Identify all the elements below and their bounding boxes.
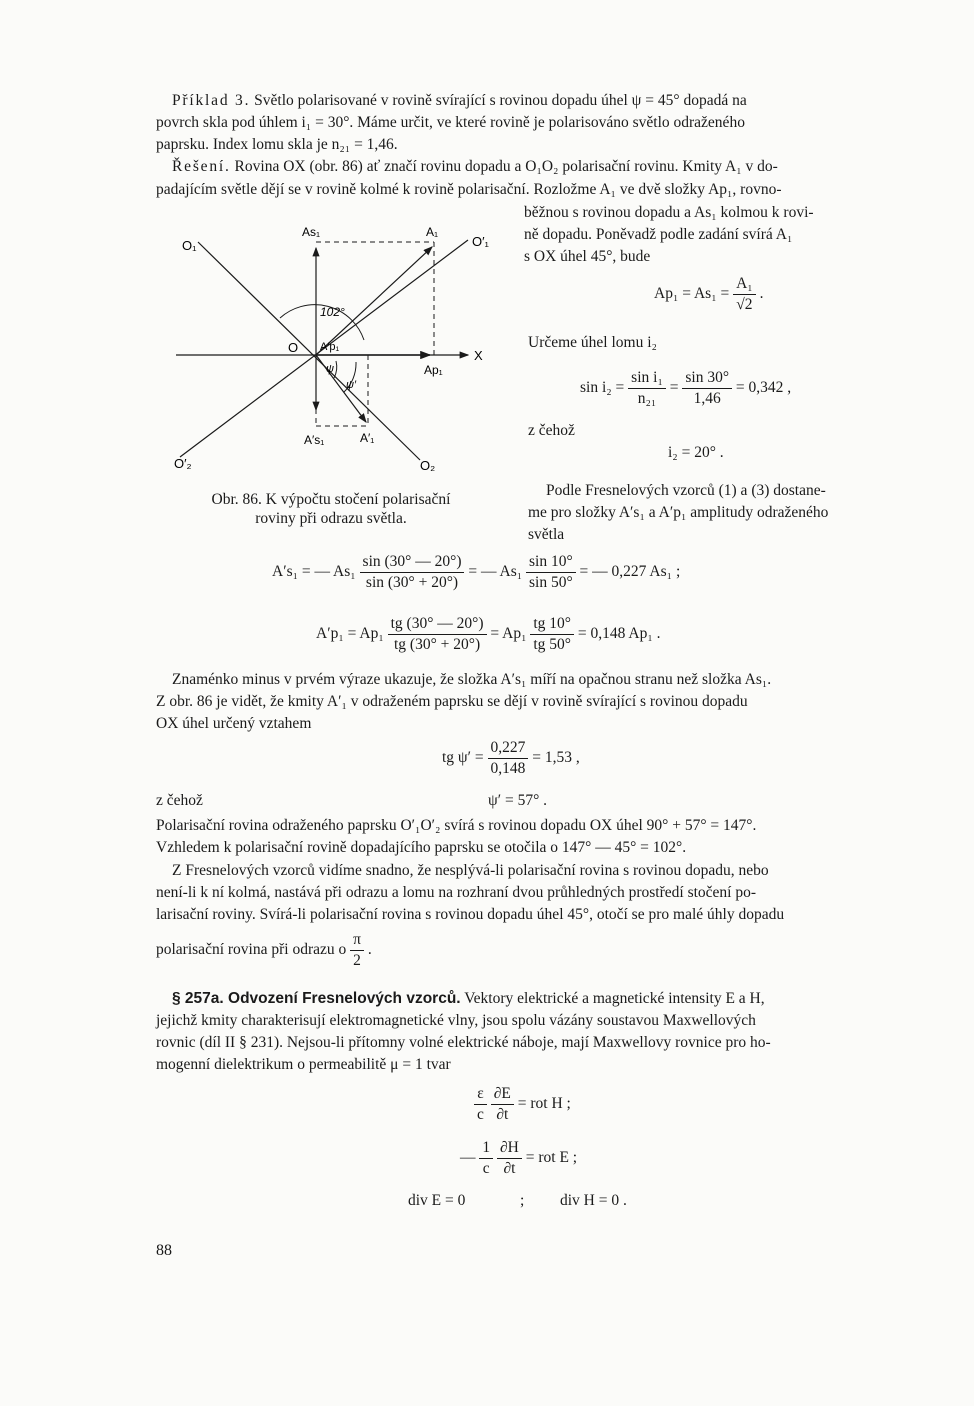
conclusion-line-4: není-li k ní kolmá, nastává při odrazu a lomu na rozhraní dvou průhledných prostředí stočení po- (156, 884, 757, 901)
zcehoz-1: z čehož (528, 422, 575, 439)
solution-label: Řešení. (172, 158, 231, 175)
sign-line-3: OX úhel určený vztahem (156, 715, 312, 732)
fresnel-line-2: me pro složky A′s₁ a A′p₁ amplitudy odraženého (528, 504, 829, 521)
maxwell-eq-3a: div E = 0 (408, 1192, 466, 1209)
fresnel-line-1: Podle Fresnelových vzorců (1) a (3) dostane- (546, 482, 826, 499)
equation-as1-prime: A′s₁ = — As₁ $\frac{\sin (30^\circ — 20^\circ)}{\sin (30^\circ + 20^\circ)}$ = — As₁ $\frac{\sin 10^\circ}{\sin 50^\circ}$ = — 0,227 As₁ ; (272, 553, 681, 591)
label-as1: As₁ (302, 225, 321, 239)
section-heading: § 257a. Odvození Fresnelových vzorců. (172, 990, 461, 1007)
figure-86 (168, 212, 498, 482)
line-o1-o2 (198, 242, 420, 460)
label-x: X (474, 348, 483, 363)
solution-right-2: ně dopadu. Poněvadž podle zadání svírá A₁ (524, 226, 793, 243)
vector-a1 (316, 247, 432, 355)
equation-ap1-prime: A′p₁ = Ap₁ $\frac{tg (30^\circ — 20^\circ)}{tg (30^\circ + 20^\circ)}$ = Ap₁ $\frac{tg 10^\circ}{tg 50^\circ}$ = 0,148 Ap₁ . (316, 615, 661, 653)
maxwell-eq-3b: div H = 0 . (560, 1192, 627, 1209)
label-psi: ψ (326, 363, 335, 375)
label-a1: A₁ (426, 225, 439, 239)
maxwell-eq-1: $\frac{\varepsilon}{c}$ $\frac{\partial E}{\partial t}$ = rot H ; (474, 1084, 571, 1125)
label-psip: ψ′ (346, 379, 357, 391)
equation-tg-psi: tg ψ′ = $\frac{0,227}{0,148}$ = 1,53 , (442, 739, 580, 777)
label-o1: O₁ (182, 238, 197, 253)
label-o2: O₂ (420, 458, 436, 473)
label-o2p: O′₂ (174, 456, 192, 471)
label-ap1-prime: A′p₁ (320, 341, 340, 353)
equation-sin-i2: sin i₂ = $\frac{\text{sin i₁}}{\text{n₂₁}}$ = $\frac{\sin 30^\circ}{1,46}$ = 0,342 , (580, 369, 792, 407)
label-o: O (288, 340, 299, 355)
figure-caption: Obr. 86. K výpočtu stočení polarisační roviny při odrazu světla. (211, 491, 451, 527)
zcehoz-2: z čehož (156, 792, 203, 809)
equation-i2: i₂ = 20° . (668, 444, 724, 461)
page-number: 88 (156, 1242, 172, 1259)
section-line-2: jejichž kmity charakterisují elektromagnetické vlny, jsou spolu vázány soustavou Maxwellových (156, 1012, 756, 1029)
example-line-1: Příklad 3. Světlo polarisované v rovině svírající s rovinou dopadu úhel ψ = 45° dopadá na (172, 92, 747, 109)
maxwell-eq-2: — $\frac{1}{c}$ $\frac{\partial H}{\partial t}$ = rot E ; (460, 1139, 578, 1177)
sign-line-2: Z obr. 86 je vidět, že kmity A′₁ v odraženém paprsku se dějí v rovině svírající s rovinou dopadu (156, 693, 748, 710)
conclusion-line-1: Polarisační rovina odraženého paprsku O′₁O′₂ svírá s rovinou dopadu OX úhel 90° + 57° = 147°. (156, 817, 757, 834)
section-line-3: rovnic (díl II § 231). Nejsou-li přítomny volné elektrické náboje, mají Maxwellovy rovnice pro ho- (156, 1034, 771, 1051)
label-o1p: O′₁ (472, 234, 489, 249)
maxwell-eq-sep: ; (520, 1192, 525, 1209)
section-line-1: § 257a. Odvození Fresnelových vzorců. Vektory elektrické a magnetické intensity E a H, (172, 990, 765, 1007)
fresnel-line-3: světla (528, 526, 565, 543)
equation-ap1-as1: Ap₁ = As₁ = $\frac{\text{A₁}}{√2}$ . (654, 275, 764, 313)
conclusion-line-3: Z Fresnelových vzorců vidíme snadno, že nesplývá-li polarisační rovina s rovinou dopadu, nebo (172, 862, 769, 879)
example-line-2: povrch skla pod úhlem i₁ = 30°. Máme určit, ve které rovině je polarisováno světlo odraženého (156, 114, 745, 131)
section-line-4: mogenní dielektrikum o permeabilitě μ = 1 tvar (156, 1056, 451, 1073)
solution-right-3: s OX úhel 45°, bude (524, 248, 651, 265)
solution-line-1: Řešení. Rovina OX (obr. 86) ať značí rovinu dopadu a O₁O₂ polarisační rovinu. Kmity A₁ v do- (172, 158, 778, 175)
solution-right-1: běžnou s rovinou dopadu a As₁ kolmou k rovi- (524, 204, 814, 221)
conclusion-line-2: Vzhledem k polarisační rovině dopadajícího paprsku se otočila o 147° — 45° = 102°. (156, 839, 687, 856)
label-a1-prime: A′₁ (360, 431, 375, 445)
solution-line-2: padajícím světle dějí se v rovině kolmé k rovině polarisační. Rozložme A₁ ve dvě složky Ap₁, rovno- (156, 181, 782, 198)
equation-psi-prime: ψ′ = 57° . (488, 792, 548, 809)
example-line-3: paprsku. Index lomu skla je n₂₁ = 1,46. (156, 136, 398, 153)
label-102: 102° (320, 305, 345, 319)
conclusion-line-6: polarisační rovina při odrazu o $\frac{\pi}{2}$ . (156, 931, 372, 969)
sign-line-1: Znaménko minus v prvém výraze ukazuje, že složka A′s₁ míří na opačnou stranu než složka As₁. (172, 671, 772, 688)
conclusion-line-5: larisační roviny. Svírá-li polarisační rovina s rovinou dopadu úhel 45°, otočí se pro malé úhly dopadu (156, 906, 785, 923)
vector-a1p (316, 355, 366, 422)
refraction-text: Určeme úhel lomu i₂ (528, 334, 657, 351)
label-as1-prime: A′s₁ (304, 433, 325, 447)
label-ap1: Ap₁ (424, 363, 443, 377)
example-label: Příklad 3. (172, 92, 251, 109)
